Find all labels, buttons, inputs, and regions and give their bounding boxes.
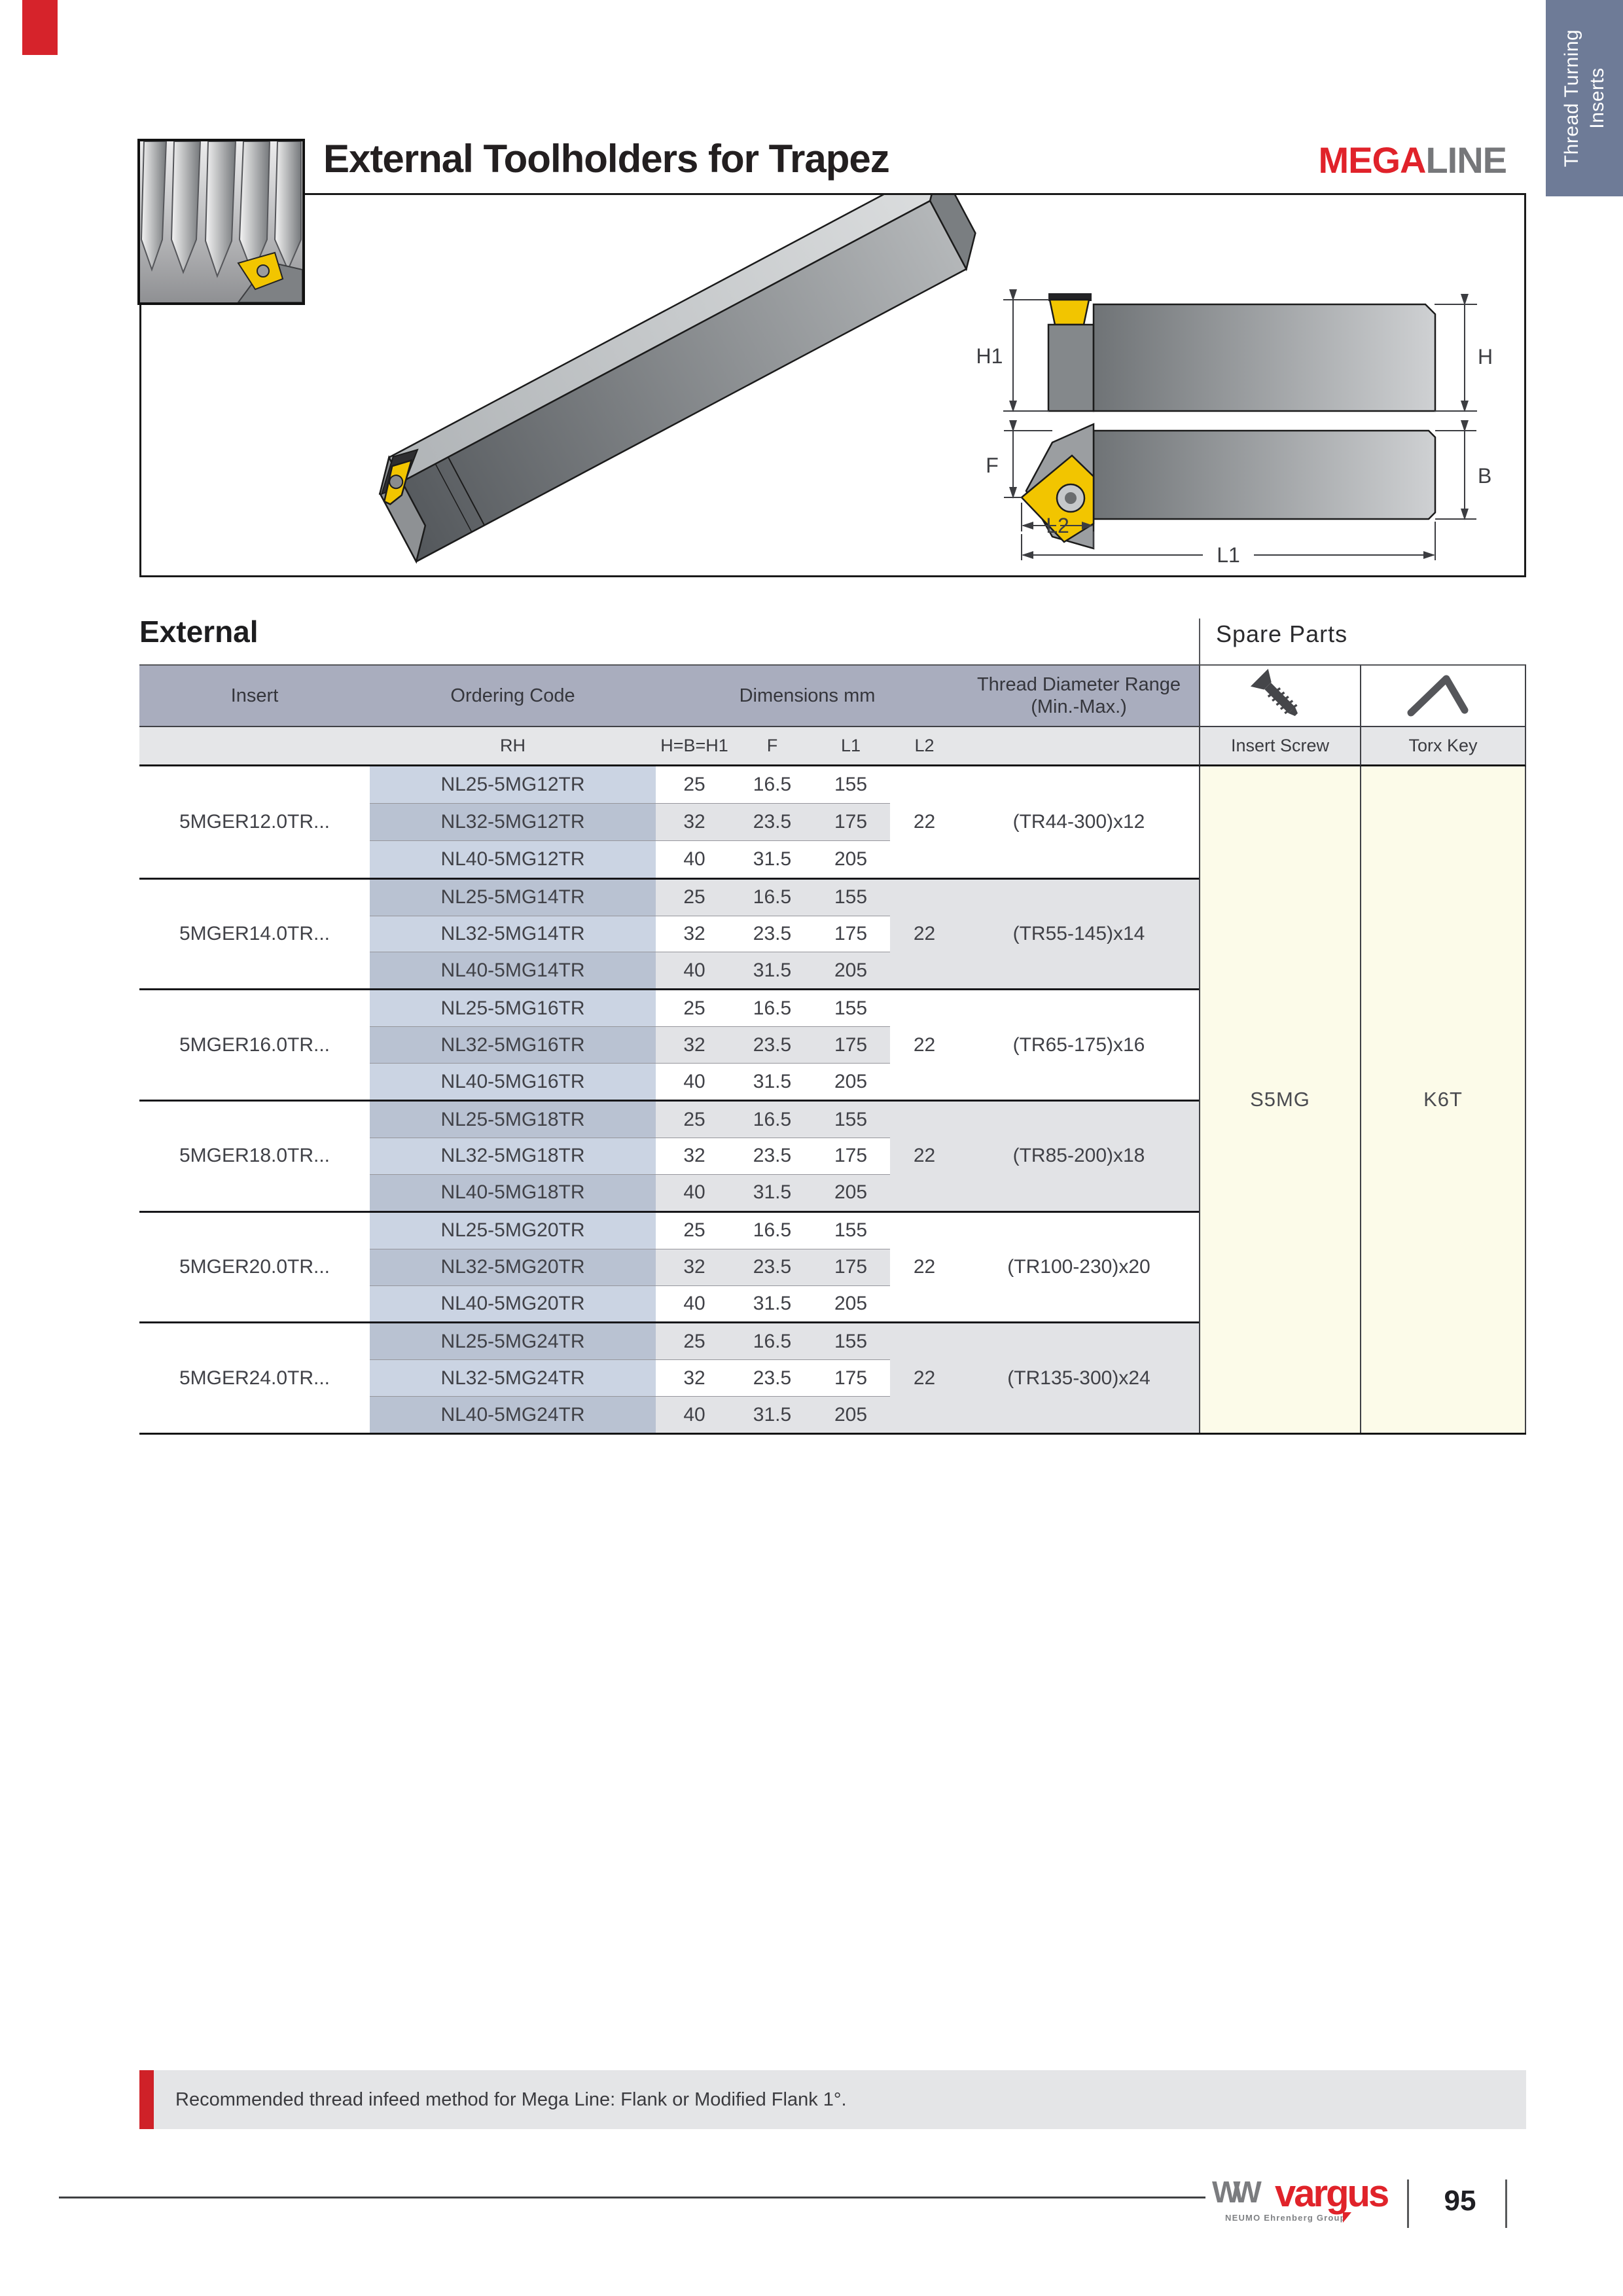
dim-h-cell: 32 (683, 923, 705, 945)
ordering-code-cell: NL40-5MG14TR (370, 952, 656, 988)
ordering-code-cell: NL40-5MG16TR (370, 1064, 656, 1100)
dim-h-cell: 25 (683, 1219, 705, 1242)
dim-l2-cell: 22 (890, 880, 959, 989)
tab-thread-turning-inserts[interactable] (1546, 0, 1623, 196)
insert-label: 5MGER20.0TR... (139, 1213, 370, 1322)
table-row (370, 880, 890, 916)
dim-l1-cell: 155 (834, 773, 868, 795)
table-row (370, 1174, 890, 1211)
insert-label: 5MGER12.0TR... (139, 766, 370, 878)
dim-l1-cell: 175 (812, 804, 890, 840)
dim-l2-cell: 22 (913, 1033, 936, 1056)
note-text: Recommended thread infeed method for Mega Line: Flank or Modified Flank 1°. (175, 2089, 847, 2110)
dim-f-cell: 31.5 (733, 952, 812, 988)
table-row (370, 1396, 890, 1433)
ordering-code-cell: NL32-5MG16TR (370, 1027, 656, 1063)
dim-l1-cell: 175 (812, 1249, 890, 1285)
dim-h-cell: 32 (656, 1249, 733, 1285)
thread-application-photo (137, 139, 305, 305)
col-header-thread-range (959, 666, 1199, 726)
dim-l1-cell: 155 (812, 880, 890, 916)
dim-h-cell: 40 (656, 1397, 733, 1433)
spare-parts-divider (1199, 619, 1200, 664)
insert-screw-value-cell: S5MG (1199, 766, 1361, 1433)
dim-h-cell: 32 (683, 1145, 705, 1167)
dim-f-cell: 16.5 (753, 773, 792, 795)
page-corner-marker (22, 0, 58, 55)
subheader-empty (139, 727, 370, 764)
thread-range-cell: (TR135-300)x24 (959, 1323, 1199, 1433)
note-accent-bar (139, 2070, 154, 2129)
group-rows (370, 880, 890, 989)
dim-label-h: H (1478, 345, 1493, 368)
dim-h-cell: 25 (683, 997, 705, 1019)
table-row (370, 1102, 890, 1138)
dim-l1-cell: 175 (834, 1367, 868, 1389)
dim-h-cell: 40 (683, 848, 705, 870)
dim-f-cell: 31.5 (753, 848, 792, 870)
table-group (139, 988, 1199, 1100)
group-rows (370, 1213, 890, 1322)
table-group (139, 878, 1199, 989)
dim-l1-cell: 205 (812, 1397, 890, 1433)
dim-f-cell: 23.5 (733, 1249, 812, 1285)
dim-l2-cell: 22 (913, 810, 936, 833)
dim-l1-cell: 205 (812, 952, 890, 988)
col-header-dimensions: Dimensions mm (739, 685, 876, 706)
thread-photo-illustration (140, 141, 302, 302)
dim-f-cell: 31.5 (753, 1070, 792, 1092)
table-row (370, 1323, 890, 1359)
dim-l2-cell: 22 (890, 1102, 959, 1211)
thread-range-cell: (TR100-230)x20 (1007, 1256, 1150, 1278)
dim-l2-cell: 22 (890, 1323, 959, 1433)
dim-l1-cell: 155 (812, 1102, 890, 1138)
table-body (139, 766, 1199, 1433)
group-rows (370, 1323, 890, 1433)
dim-f-cell: 31.5 (753, 1292, 792, 1314)
page-number: 95 (1444, 2185, 1476, 2217)
table-row (370, 1213, 890, 1249)
dim-l1-cell: 155 (834, 997, 868, 1019)
ordering-code-cell: NL40-5MG18TR (370, 1175, 656, 1211)
insert-label: 5MGER16.0TR... (139, 990, 370, 1100)
group-rows (370, 766, 890, 878)
ordering-code-cell: NL32-5MG24TR (370, 1360, 656, 1396)
dim-h-cell: 40 (656, 952, 733, 988)
toolholder-3d-render (367, 195, 988, 562)
col-header-insert: Insert (230, 685, 279, 706)
ordering-code-cell: NL25-5MG16TR (370, 990, 656, 1026)
dim-f-cell: 23.5 (753, 1145, 792, 1167)
ordering-code-cell: NL40-5MG24TR (370, 1397, 656, 1433)
dim-h-cell: 40 (656, 1175, 733, 1211)
thread-range-cell: (TR65-175)x16 (1012, 1033, 1145, 1056)
table-row (370, 1063, 890, 1100)
dim-l1-cell: 175 (812, 1027, 890, 1063)
dim-l1-cell: 175 (834, 923, 868, 945)
dim-h-cell: 25 (683, 773, 705, 795)
torx-key-icon (1400, 670, 1486, 722)
dim-h-cell: 40 (683, 1292, 705, 1314)
dim-f-cell: 16.5 (733, 1102, 812, 1138)
toolholder-diagram (141, 195, 1524, 575)
ordering-code-cell: NL25-5MG18TR (370, 1102, 656, 1138)
dim-f-cell: 16.5 (733, 1323, 812, 1359)
side-view (976, 293, 1493, 411)
dim-f-cell: 31.5 (733, 1397, 812, 1433)
table-row (370, 1285, 890, 1322)
table-group (139, 1211, 1199, 1322)
dim-h-cell: 40 (683, 1070, 705, 1092)
footer-rule (59, 2197, 1205, 2198)
table-group (139, 1100, 1199, 1211)
insert-label: 5MGER14.0TR... (139, 880, 370, 989)
table-row (370, 1249, 890, 1285)
group-rows (370, 990, 890, 1100)
ordering-code-cell: NL32-5MG20TR (370, 1249, 656, 1285)
dim-l1-cell: 155 (834, 1219, 868, 1242)
dim-f-cell: 23.5 (753, 923, 792, 945)
section-heading-external: External (139, 615, 259, 649)
ordering-code-cell: NL25-5MG12TR (370, 766, 656, 803)
table-row (370, 1026, 890, 1063)
table-group (139, 766, 1199, 878)
ordering-code-cell: NL25-5MG24TR (370, 1323, 656, 1359)
dim-f-cell: 16.5 (753, 1219, 792, 1242)
dim-l1-cell: 205 (812, 1175, 890, 1211)
dim-h-cell: 32 (656, 804, 733, 840)
table-row (370, 1138, 890, 1174)
dim-label-f: F (986, 454, 999, 477)
insert-label: 5MGER24.0TR... (139, 1323, 370, 1433)
thread-range-line1: Thread Diameter Range (976, 674, 1181, 695)
thread-range-cell: (TR55-145)x14 (959, 880, 1199, 989)
dim-h-cell: 25 (656, 880, 733, 916)
ordering-code-cell: NL25-5MG14TR (370, 880, 656, 916)
col-header-ordering-code: Ordering Code (450, 685, 575, 706)
torx-key-icon-cell (1360, 664, 1526, 727)
table-group (139, 1321, 1199, 1433)
note-bar (139, 2070, 1526, 2129)
subheader-insert-screw: Insert Screw (1199, 727, 1361, 766)
dim-f-cell: 23.5 (733, 804, 812, 840)
insert-screw-icon-cell (1199, 664, 1361, 727)
subheader-thread-empty (959, 727, 1199, 764)
technical-drawing-box (139, 193, 1526, 577)
dim-label-b: B (1478, 464, 1492, 488)
dim-h-cell: 32 (683, 1367, 705, 1389)
vargus-subbrand: NEUMO Ehrenberg Group (1225, 2213, 1346, 2223)
vargus-logo: vargus (1275, 2172, 1388, 2215)
dim-f-cell: 31.5 (733, 1175, 812, 1211)
dim-l1-cell: 205 (834, 1292, 868, 1314)
screw-in-photo (257, 265, 269, 277)
insert-label: 5MGER18.0TR... (139, 1102, 370, 1211)
megaline-logo (1318, 139, 1507, 181)
ordering-code-cell: NL40-5MG12TR (370, 841, 656, 878)
side-tab-label (1546, 0, 1623, 196)
ordering-code-cell: NL32-5MG14TR (370, 916, 656, 952)
subheader-l2: L2 (914, 736, 935, 755)
dim-f-cell: 23.5 (753, 1367, 792, 1389)
side-tab-line1: Thread Turning (1561, 29, 1582, 168)
side-tab-line2: Inserts (1586, 67, 1608, 129)
page-title: External Toolholders for Trapez (323, 137, 889, 181)
ordering-code-cell: NL32-5MG18TR (370, 1138, 656, 1174)
subheader-f: F (766, 736, 778, 755)
screw-icon (1241, 668, 1319, 723)
dim-label-l2: L2 (1046, 514, 1069, 537)
page-number-divider-right (1505, 2179, 1507, 2228)
megaline-logo-mega: MEGA (1318, 139, 1426, 181)
table-subheader-row (139, 727, 1199, 766)
dim-f-cell: 23.5 (733, 1027, 812, 1063)
dim-l1-cell: 205 (834, 1070, 868, 1092)
torx-screw-plan-view (1065, 492, 1077, 504)
dim-l2-cell: 22 (913, 1256, 936, 1278)
table-bottom-border (139, 1433, 1526, 1435)
dim-f-cell: 16.5 (733, 880, 812, 916)
thread-range-line2: (Min.-Max.) (1031, 696, 1127, 717)
dim-label-l1: L1 (1217, 543, 1240, 567)
subheader-rh: RH (500, 736, 526, 755)
page-number-divider-left (1407, 2179, 1409, 2228)
group-rows (370, 1102, 890, 1211)
ordering-code-cell: NL40-5MG20TR (370, 1286, 656, 1322)
table-row (370, 766, 890, 803)
table-row (370, 1359, 890, 1396)
dim-h-cell: 32 (656, 1027, 733, 1063)
subheader-torx-key: Torx Key (1360, 727, 1526, 766)
torx-key-value-cell: K6T (1360, 766, 1526, 1433)
subheader-h: H=B=H1 (660, 736, 728, 755)
ordering-code-cell: NL32-5MG12TR (370, 804, 656, 840)
dim-h-cell: 25 (656, 1102, 733, 1138)
section-heading-spare-parts: Spare Parts (1216, 620, 1348, 647)
vargus-w-mark: WW (1212, 2175, 1255, 2209)
table-row (370, 803, 890, 840)
plan-view (986, 424, 1491, 567)
thread-range-cell: (TR85-200)x18 (959, 1102, 1199, 1211)
dim-h-cell: 25 (656, 1323, 733, 1359)
table-row (370, 952, 890, 988)
insert-side-view (1050, 300, 1089, 325)
dim-label-h1: H1 (976, 344, 1003, 368)
ordering-code-cell: NL25-5MG20TR (370, 1213, 656, 1249)
vargus-logo-triangle (1343, 2212, 1351, 2223)
subheader-l1: L1 (840, 736, 861, 755)
table-header-row (139, 664, 1199, 727)
dim-f-cell: 16.5 (753, 997, 792, 1019)
thread-range-cell: (TR44-300)x12 (1012, 810, 1145, 833)
dim-l1-cell: 155 (812, 1323, 890, 1359)
table-row (370, 916, 890, 952)
table-row (370, 840, 890, 878)
dim-l1-cell: 205 (834, 848, 868, 870)
dim-l1-cell: 175 (834, 1145, 868, 1167)
table-row (370, 990, 890, 1026)
megaline-logo-line: LINE (1425, 139, 1507, 181)
